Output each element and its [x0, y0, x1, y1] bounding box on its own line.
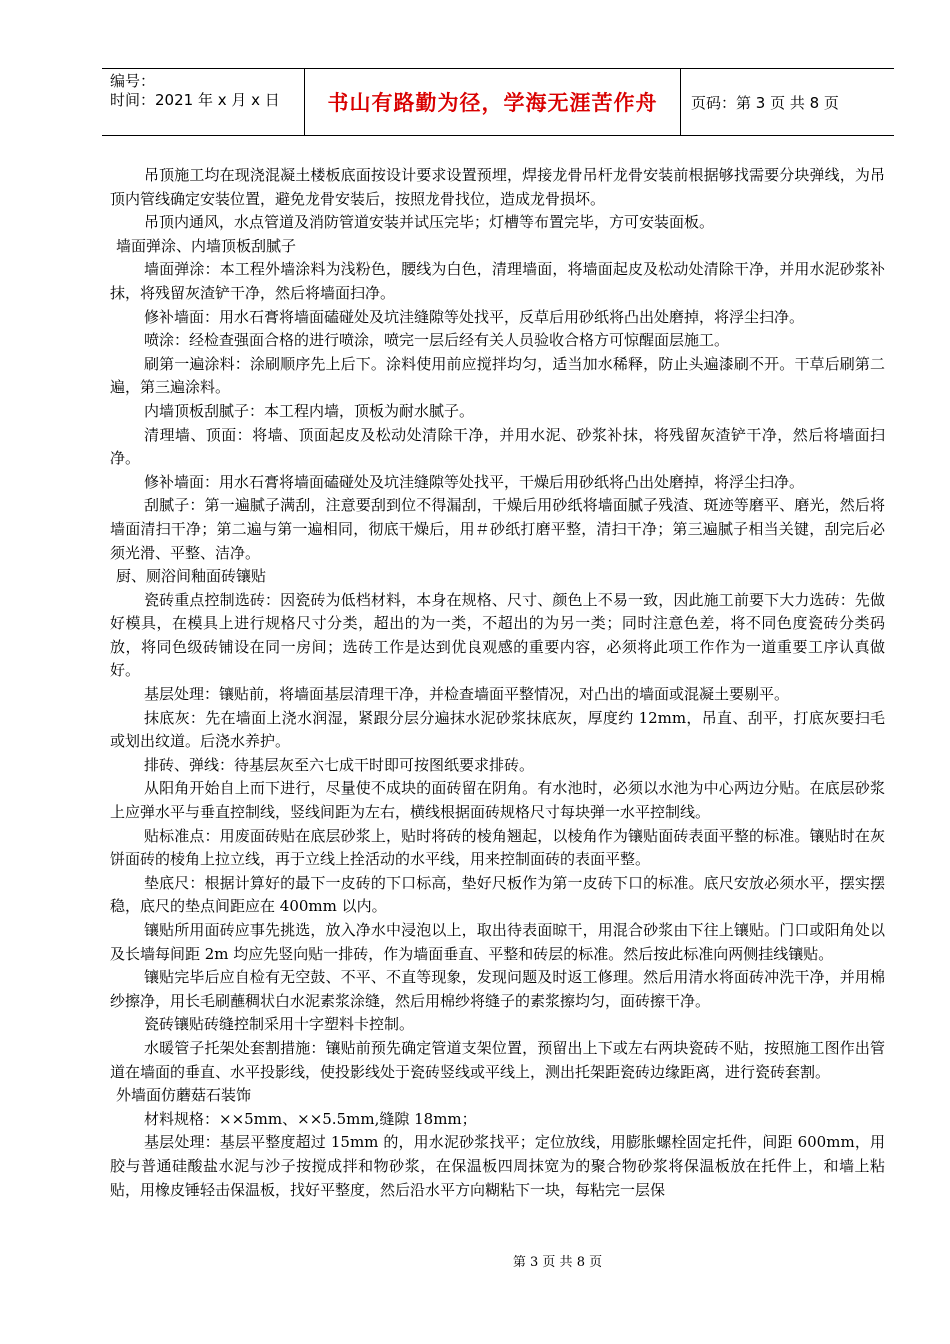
section-heading: 外墙面仿蘑菇石装饰 [116, 1086, 252, 1105]
body-paragraph: 修补墙面：用水石膏将墙面磕碰处及坑洼缝隙等处找平，反草后用砂纸将凸出处磨掉，将浮尘扫净。 [144, 307, 805, 326]
body-paragraph: 材料规格：××5mm、××5.5mm,缝隙 18mm； [144, 1109, 477, 1128]
body-paragraph: 排砖、弹线：待基层灰至六七成干时即可按图纸要求排砖。 [144, 755, 535, 774]
body-paragraph: 刷第一遍涂料：涂刷顺序先上后下。涂料使用前应搅拌均匀，适当加水稀释，防止头遍漆刷不开。干草后刷第二遍，第三遍涂料。 [110, 354, 885, 397]
body-paragraph: 修补墙面：用水石膏将墙面磕碰处及坑洼缝隙等处找平，干燥后用砂纸将凸出处磨掉，将浮尘扫净。 [144, 472, 805, 491]
body-paragraph: 抹底灰：先在墙面上浇水润湿，紧跟分层分遍抹水泥砂浆抹底灰，厚度约 12mm，吊直、刮平，打底灰要扫毛或划出纹道。后浇水养护。 [110, 708, 885, 751]
body-paragraph: 水暖管子托架处套割措施：镶贴前预先确定管道支架位置，预留出上下或左右两块瓷砖不贴，按照施工图作出管道在墙面的垂直、水平投影线，使投影线处于瓷砖竖线或平线上，测出托架距瓷砖边缘距离，进行瓷砖套割。 [110, 1038, 885, 1081]
body-paragraph: 喷涂：经检查强面合格的进行喷涂，喷完一层后经有关人员验收合格方可惊醒面层施工。 [144, 331, 730, 350]
body-paragraph: 刮腻子：第一遍腻子满刮，注意要刮到位不得漏刮，干燥后用砂纸将墙面腻子残渣、斑迹等磨平、磨光，然后将墙面清扫干净；第二遍与第一遍相同，彻底干燥后，用＃砂纸打磨平整，清扫干净；第三遍腻子相当关键，刮完后必须光滑、平整、洁净。 [110, 496, 885, 562]
page-header [102, 68, 894, 136]
body-paragraph: 瓷砖重点控制选砖：因瓷砖为低档材料，本身在规格、尺寸、颜色上不易一致，因此施工前要下大力选砖：先做好模具，在模具上进行规格尺寸分类，超出的为一类，不超出的为另一类；同时注意色差，将不同色度瓷砖分类码放，将同色级砖铺设在同一房间；选砖工作是达到优良观感的重要内容，必须将此项工作作为一道重要工序认真做好。 [110, 590, 885, 680]
header-motto-cell [305, 69, 681, 135]
header-left-cell [102, 69, 305, 135]
body-paragraph: 从阳角开始自上而下进行，尽量使不成块的面砖留在阴角。有水池时，必须以水池为中心两边分贴。在底层砂浆上应弹水平与垂直控制线，竖线间距为左右，横线根据面砖规格尺寸每块弹一水平控制线。 [110, 779, 885, 822]
body-paragraph: 瓷砖镶贴砖缝控制采用十字塑料卡控制。 [144, 1015, 415, 1034]
body-paragraph: 垫底尺：根据计算好的最下一皮砖的下口标高，垫好尺板作为第一皮砖下口的标准。底尺安放必须水平，摆实摆稳，底尺的垫点间距应在 400mm 以内。 [110, 873, 885, 916]
document-number-label: 编号： [110, 72, 156, 90]
body-paragraph: 基层处理：基层平整度超过 15mm 的，用水泥砂浆找平；定位放线，用膨胀螺栓固定托件，间距 600mm，用胶与普通硅酸盐水泥与沙子按搅成拌和物砂浆，在保温板四周抹宽为的聚合物砂浆将保温板放在托件上，和墙上粘贴，用橡皮锤轻击保温板，找好平整度，然后沿水平方向糊粘下一块，每粘完一层保 [110, 1133, 885, 1199]
body-paragraph: 基层处理：镶贴前，将墙面基层清理干净，并检查墙面平整情况，对凸出的墙面或混凝土要剔平。 [144, 685, 790, 704]
page-footer [0, 1251, 950, 1270]
body-paragraph: 镶贴完毕后应自检有无空鼓、不平、不直等现象，发现问题及时返工修理。然后用清水将面砖冲洗干净，并用棉纱擦净，用长毛刷蘸稠状白水泥素浆涂缝，然后用棉纱将缝子的素浆擦均匀，面砖擦干净。 [110, 968, 885, 1010]
document-body [110, 164, 885, 1202]
body-paragraph: 镶贴所用面砖应事先挑选，放入净水中浸泡以上，取出待表面晾干，用混合砂浆由下往上镶贴。门口或阳角处以及长墙每间距 2m 均应先竖向贴一排砖，作为墙面垂直、平整和砖层的标准。然后按此标准向两侧挂线镶贴。 [110, 921, 885, 963]
header-page-info: 页码：第 3 页 共 8 页 [691, 93, 839, 112]
body-paragraph: 内墙顶板刮腻子：本工程内墙，顶板为耐水腻子。 [144, 401, 475, 420]
body-paragraph: 贴标准点：用废面砖贴在底层砂浆上，贴时将砖的棱角翘起，以棱角作为镶贴面砖表面平整的标准。镶贴时在灰饼面砖的棱角上拉立线，再于立线上拴活动的水平线，用来控制面砖的表面平整。 [110, 826, 885, 869]
body-paragraph: 墙面弹涂：本工程外墙涂料为浅粉色，腰线为白色，清理墙面，将墙面起皮及松动处清除干净，并用水泥砂浆补抹，将残留灰渣铲干净，然后将墙面扫净。 [110, 260, 885, 302]
body-paragraph: 吊顶施工均在现浇混凝土楼板底面按设计要求设置预埋，焊接龙骨吊杆龙骨安装前根据够找需要分块弹线，为吊顶内管线确定安装位置，避免龙骨安装后，按照龙骨找位，造成龙骨损坏。 [110, 166, 885, 208]
body-paragraph: 清理墙、顶面：将墙、顶面起皮及松动处清除干净，并用水泥、砂浆补抹，将残留灰渣铲干净，然后将墙面扫净。 [110, 425, 885, 468]
footer-page-number: 第 3 页 共 8 页 [512, 1255, 603, 1270]
section-heading: 墙面弹涂、内墙顶板刮腻子 [116, 236, 297, 255]
body-paragraph: 吊顶内通风，水点管道及消防管道安装并试压完毕；灯槽等布置完毕，方可安装面板。 [144, 213, 715, 232]
header-motto: 书山有路勤为径，学海无涯苦作舟 [327, 91, 658, 115]
section-heading: 厨、厕浴间釉面砖镶贴 [116, 567, 267, 586]
document-date-label: 时间：2021 年 x 月 x 日 [110, 91, 280, 109]
header-page-cell [681, 69, 894, 135]
